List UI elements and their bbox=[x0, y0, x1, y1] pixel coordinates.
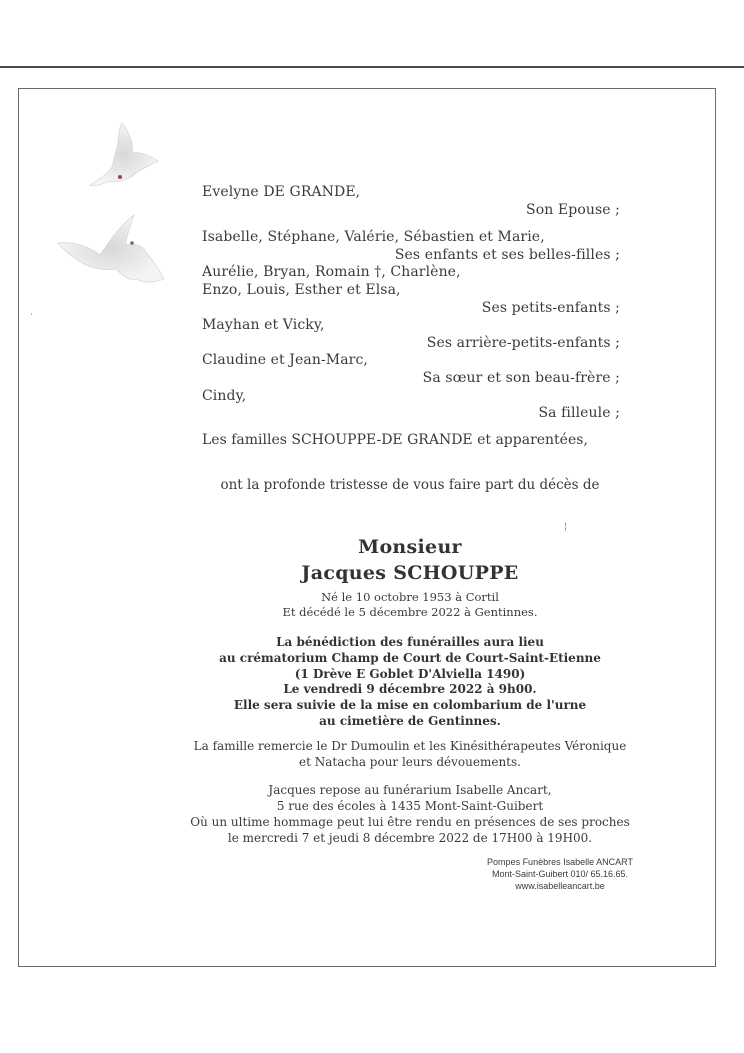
family-relation: Son Epouse ; bbox=[526, 201, 620, 218]
death-line: Et décédé le 5 décembre 2022 à Gentinnes. bbox=[282, 605, 538, 619]
repose-line: Jacques repose au funérarium Isabelle Ancart, bbox=[268, 783, 552, 797]
family-relation: Ses enfants et ses belles-filles ; bbox=[394, 246, 620, 263]
funeral-home-website: www.isabelleancart.be bbox=[515, 881, 605, 891]
family-name: Evelyne DE GRANDE, bbox=[202, 184, 361, 200]
family-relation: Sa filleule ; bbox=[538, 405, 620, 422]
funeral-line: Le vendredi 9 décembre 2022 à 9h00. bbox=[283, 682, 537, 697]
announcement: ont la profonde tristesse de vous faire part du décès de bbox=[220, 477, 600, 493]
family-name: Isabelle, Stéphane, Valérie, Sébastien et Marie, bbox=[202, 229, 545, 246]
repose-line: Où un ultime hommage peut lui être rendu en présences de ses proches bbox=[190, 815, 630, 829]
repose-line: 5 rue des écoles à 1435 Mont-Saint-Guibert bbox=[276, 799, 544, 813]
family-name: Mayhan et Vicky, bbox=[202, 317, 325, 334]
deceased-title: Monsieur bbox=[358, 536, 462, 558]
families-line: Les familles SCHOUPPE-DE GRANDE et apparentées, bbox=[202, 432, 588, 448]
funeral-home-phone: Mont-Saint-Guibert 010/ 65.16.65. bbox=[491, 869, 629, 879]
funeral-line: au crématorium Champ de Court de Court-Saint-Etienne bbox=[219, 650, 601, 665]
family-relation: Ses arrière-petits-enfants ; bbox=[426, 334, 620, 351]
scan-mark: · bbox=[30, 310, 33, 320]
family-name: Aurélie, Bryan, Romain †, Charlène, bbox=[202, 264, 461, 281]
family-name: Enzo, Louis, Esther et Elsa, bbox=[202, 281, 401, 298]
funeral-line: (1 Drève E Goblet D'Alviella 1490) bbox=[294, 666, 526, 681]
repose-line: le mercredi 7 et jeudi 8 décembre 2022 de 17H00 à 19H00. bbox=[227, 831, 593, 845]
thanks-line: La famille remercie le Dr Dumoulin et les Kinésithérapeutes Véronique bbox=[193, 739, 627, 753]
family-relation: Sa sœur et son beau-frère ; bbox=[422, 369, 620, 386]
deceased-name: Jacques SCHOUPPE bbox=[301, 562, 519, 584]
family-list bbox=[202, 184, 620, 423]
family-relation: Ses petits-enfants ; bbox=[481, 299, 620, 316]
scan-mark: ¦ bbox=[564, 522, 568, 532]
family-name: Claudine et Jean-Marc, bbox=[202, 352, 368, 369]
thanks-note bbox=[180, 738, 640, 770]
top-rule bbox=[0, 66, 744, 68]
funeral-line: au cimetière de Gentinnes. bbox=[319, 713, 501, 728]
deceased-dates bbox=[200, 590, 620, 620]
funeral-home-info bbox=[470, 856, 650, 892]
repose-note bbox=[180, 782, 640, 846]
funeral-line: Elle sera suivie de la mise en colombarium de l'urne bbox=[233, 698, 587, 713]
birth-line: Né le 10 octobre 1953 à Cortil bbox=[321, 590, 499, 604]
funeral-home-name: Pompes Funèbres Isabelle ANCART bbox=[487, 857, 633, 867]
family-name: Cindy, bbox=[202, 387, 247, 404]
funeral-details bbox=[200, 635, 620, 730]
doves-icon bbox=[50, 115, 175, 300]
funeral-line: La bénédiction des funérailles aura lieu bbox=[276, 635, 544, 649]
thanks-line: et Natacha pour leurs dévouements. bbox=[299, 755, 521, 769]
